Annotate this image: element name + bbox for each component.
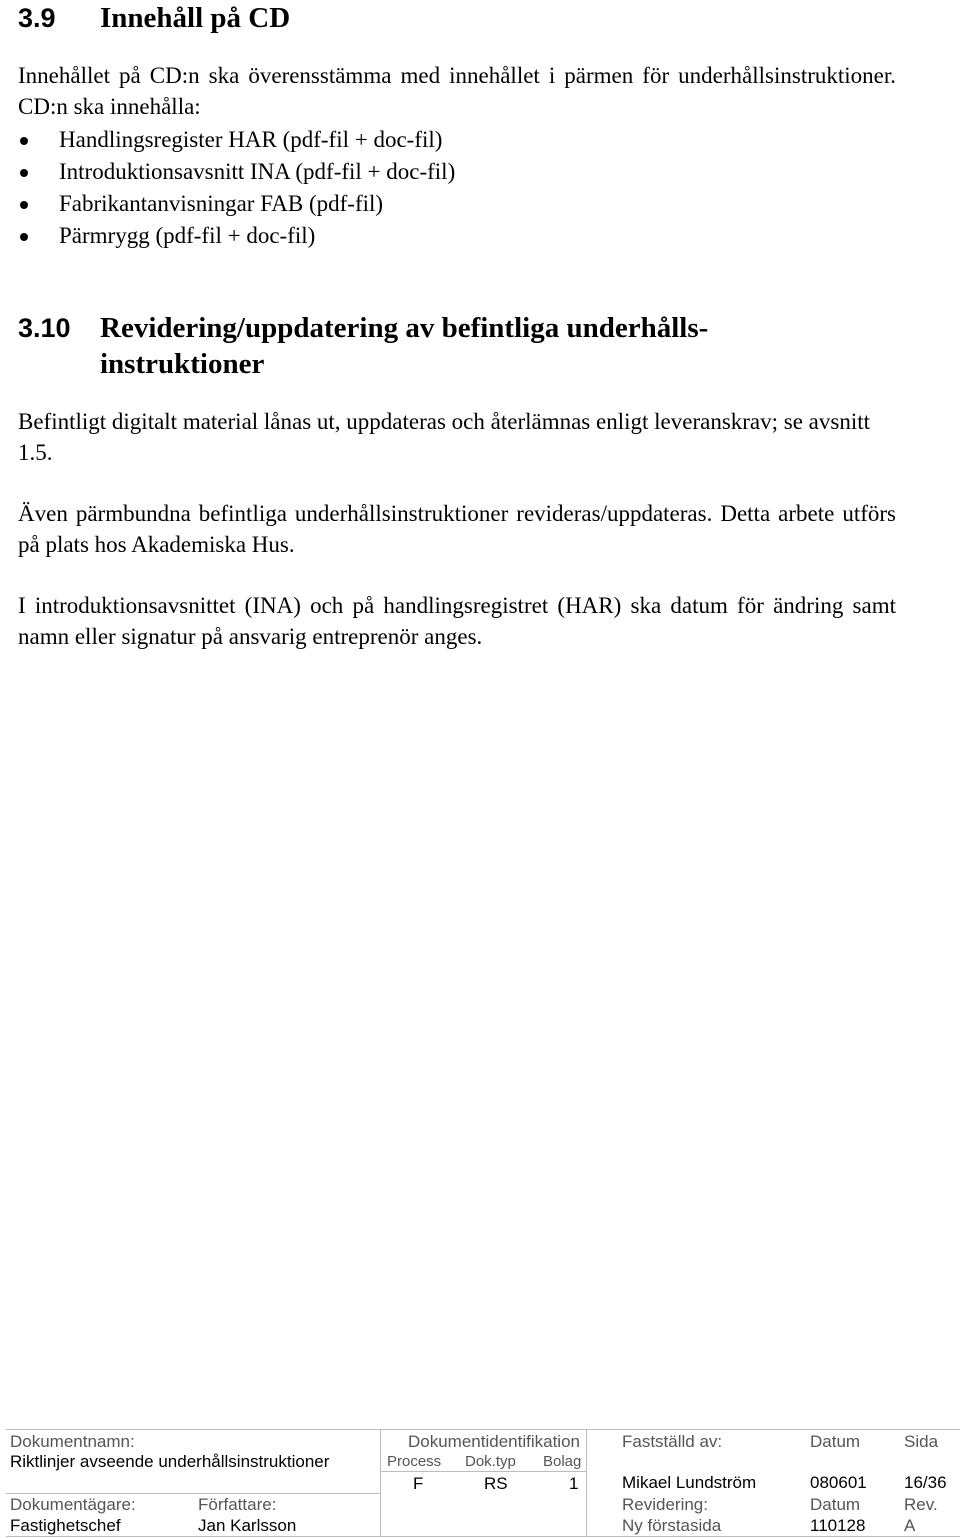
rev-date-label: Datum bbox=[810, 1495, 861, 1514]
page-number: 16/36 bbox=[904, 1473, 947, 1492]
doc-id-label: Dokumentidentifikation bbox=[408, 1432, 580, 1451]
bullet-icon bbox=[20, 137, 28, 145]
intro-paragraph: Innehållet på CD:n ska överensstämma med innehållet i pärmen för underhållsinstruktioner. CD:n ska innehålla: bbox=[18, 63, 896, 119]
rev-date-value: 110128 bbox=[810, 1516, 866, 1535]
list-item: Pärmrygg (pdf-fil + doc-fil) bbox=[18, 220, 455, 252]
bullet-icon bbox=[20, 233, 28, 241]
bullet-icon bbox=[20, 169, 28, 177]
list-item: Fabrikantanvisningar FAB (pdf-fil) bbox=[18, 188, 455, 220]
list-item: Handlingsregister HAR (pdf-fil + doc-fil) bbox=[18, 124, 455, 156]
section-number: 3.9 bbox=[18, 3, 56, 33]
body-paragraph-1: Befintligt digitalt material lånas ut, uppdateras och återlämnas enligt leveranskrav; se avsnitt 1.5. bbox=[18, 409, 871, 465]
section-heading-3-10 bbox=[18, 310, 709, 380]
document-footer-table bbox=[6, 1429, 960, 1537]
date-value: 080601 bbox=[810, 1473, 867, 1492]
rev-label: Rev. bbox=[904, 1495, 938, 1514]
body-paragraph-3: I introduktionsavsnittet (INA) och på handlingsregistret (HAR) ska datum för ändring samt namn eller signatur på ansvarig entreprenör anges. bbox=[18, 593, 896, 649]
approved-by: Mikael Lundström bbox=[622, 1473, 757, 1492]
doktyp-label: Dok.typ bbox=[465, 1453, 516, 1470]
owner-value: Fastighetschef bbox=[10, 1516, 121, 1535]
revision-label: Revidering: bbox=[622, 1495, 708, 1514]
process-label: Process bbox=[387, 1453, 442, 1470]
section-number: 3.10 bbox=[18, 313, 71, 343]
revision-value: Ny förstasida bbox=[622, 1516, 722, 1535]
rev-value: A bbox=[904, 1516, 916, 1535]
author-value: Jan Karlsson bbox=[198, 1516, 297, 1535]
author-label: Författare: bbox=[198, 1495, 277, 1514]
cd-contents-list bbox=[18, 124, 455, 252]
bolag-label: Bolag bbox=[543, 1453, 582, 1470]
process-value: F bbox=[413, 1474, 424, 1493]
doktyp-value: RS bbox=[484, 1474, 508, 1493]
page-label: Sida bbox=[904, 1432, 939, 1451]
owner-label: Dokumentägare: bbox=[10, 1495, 136, 1514]
body-paragraph-2: Även pärmbundna befintliga underhållsinstruktioner revideras/uppdateras. Detta arbete utförs på plats hos Akademiska Hus. bbox=[18, 501, 896, 557]
section-title: Innehåll på CD bbox=[100, 2, 291, 34]
bullet-icon bbox=[20, 201, 28, 209]
doc-name: Riktlinjer avseende underhållsinstruktioner bbox=[10, 1452, 330, 1471]
section-heading-3-9 bbox=[18, 0, 290, 36]
section-title: Revidering/uppdatering av befintliga underhålls-instruktioner bbox=[100, 312, 709, 380]
list-item: Introduktionsavsnitt INA (pdf-fil + doc-fil) bbox=[18, 156, 455, 188]
approved-label: Fastställd av: bbox=[622, 1432, 723, 1451]
bolag-value: 1 bbox=[569, 1474, 579, 1493]
date-label: Datum bbox=[810, 1432, 861, 1451]
doc-name-label: Dokumentnamn: bbox=[10, 1432, 135, 1451]
